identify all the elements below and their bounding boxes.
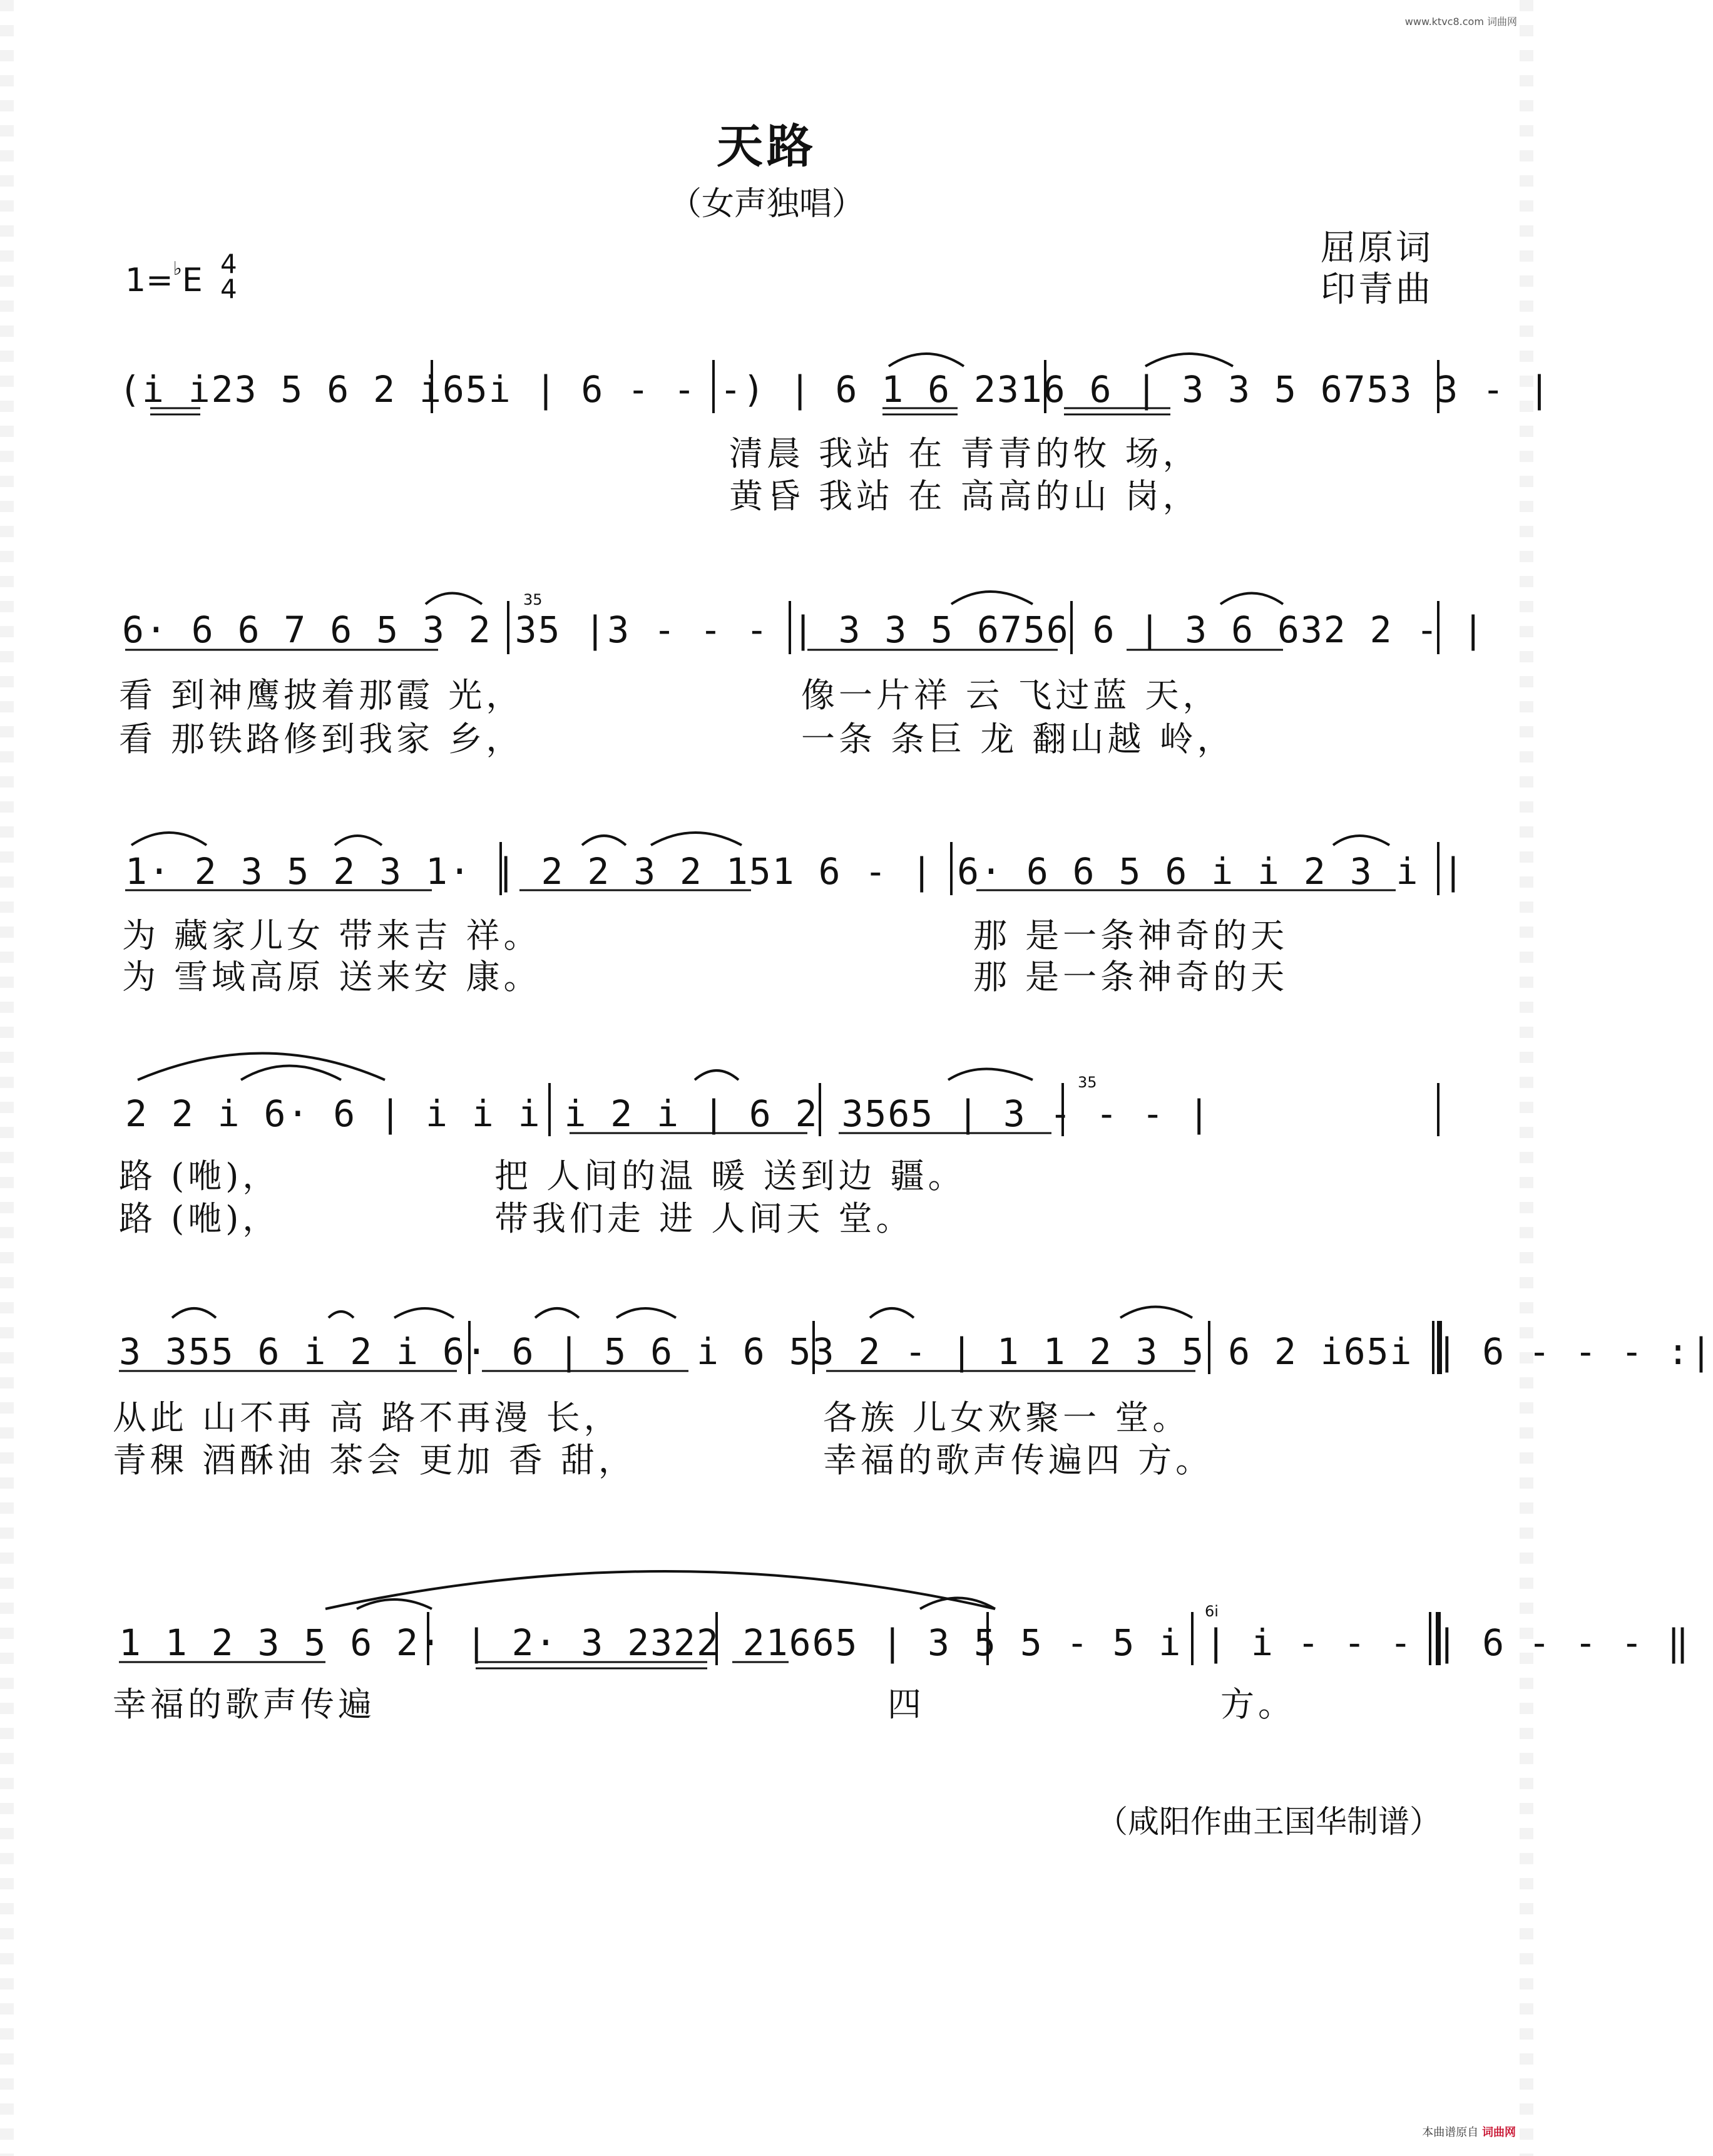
notation-line-4: 2 2 i 6· 6 | i i i i 2 i | 6 2 3565 | 3 - - - | [125,1092,1212,1135]
lyric-line-3a: 为 藏家儿女 带来吉 祥。 [122,916,541,955]
lyric-line-5d: 幸福的歌声传遍四 方。 [823,1440,1214,1480]
site-url: www.ktvc8.com 词曲网 [1404,16,1517,28]
grace-note-4: 35 [1078,1074,1097,1091]
lyric-line-2c: 像一片祥 云 飞过蓝 天， [801,675,1220,715]
lyric-line-3b: 为 雪域高原 送来安 康。 [122,957,541,997]
logo-right-text: 词曲网 [1482,2126,1516,2139]
lyric-line-4c: 把 人间的温 暖 送到边 疆。 [494,1156,966,1196]
notation-line-1: (i i23 5 6 2 i65i | 6 - - -) | 6 1 6 2316 6 | 3 3 5 6753 3 - | [119,368,1552,411]
grace-note-6: 6i [1205,1603,1219,1620]
flat-sign: ♭ [173,257,182,280]
notation-line-2: 6· 6 6 7 6 5 3 2 35 |3 - - - | 3 3 5 6756 6 | 3 6 632 2 - | [122,608,1486,651]
lyricist-credit: 屈原词 [1321,228,1433,269]
lyric-line-4d: 带我们走 进 人间天 堂。 [494,1199,914,1238]
lyric-line-1b: 黄昏 我站 在 高高的山 岗， [729,476,1200,516]
composer-credit: 印青曲 [1321,269,1433,310]
site-logo [1422,2123,1516,2140]
lyric-line-2a: 看 到神鹰披着那霞 光， [119,675,524,715]
lyric-line-5a: 从此 山不再 高 路不再漫 长， [113,1398,621,1437]
key-note: E [182,262,203,299]
lyric-line-3d: 那 是一条神奇的天 [973,957,1289,997]
lyric-line-3c: 那 是一条神奇的天 [973,916,1289,955]
lyric-line-6c: 方。 [1220,1685,1296,1724]
grace-note-2: 35 [523,591,543,608]
logo-left-text: 本曲谱原自 [1422,2126,1479,2139]
song-title: 天路 [717,120,817,173]
song-subtitle: （女声独唱） [668,185,864,223]
time-signature-top: 4 [220,249,237,279]
footer-credit: （咸阳作曲王国华制谱） [1097,1804,1441,1840]
time-signature-bottom: 4 [220,274,237,304]
lyric-line-5b: 青稞 酒酥油 茶会 更加 香 甜， [113,1440,636,1480]
notation-line-5: 3 355 6 i 2 i 6· 6 | 5 6 i 6 53 2 - | 1 1 2 3 5 6 2 i65i | 6 - - - :| [119,1330,1713,1373]
lyric-line-1a: 清晨 我站 在 青青的牧 场， [729,434,1200,473]
notation-line-3: 1· 2 3 5 2 3 1· | 2 2 3 2 151 6 - | 6· 6 6 5 6 i i 2 3 i | [125,850,1466,893]
lyric-line-5c: 各族 儿女欢聚一 堂。 [823,1398,1190,1437]
key-prefix: 1= [125,262,173,299]
lyric-line-6b: 四 [887,1685,925,1724]
lyric-line-4b: 路 (咃)， [119,1199,280,1238]
lyric-line-6a: 幸福的歌声传遍 [113,1685,376,1724]
lyric-line-2b: 看 那铁路修到我家 乡， [119,719,524,759]
notation-line-6: 1 1 2 3 5 6 2· | 2· 3 2322 21665 | 3 5 5 - 5 i | i - - - | 6 - - - ‖ [119,1621,1690,1664]
lyric-line-2d: 一条 条巨 龙 翻山越 岭， [801,719,1235,759]
lyric-line-4a: 路 (咃)， [119,1156,280,1196]
